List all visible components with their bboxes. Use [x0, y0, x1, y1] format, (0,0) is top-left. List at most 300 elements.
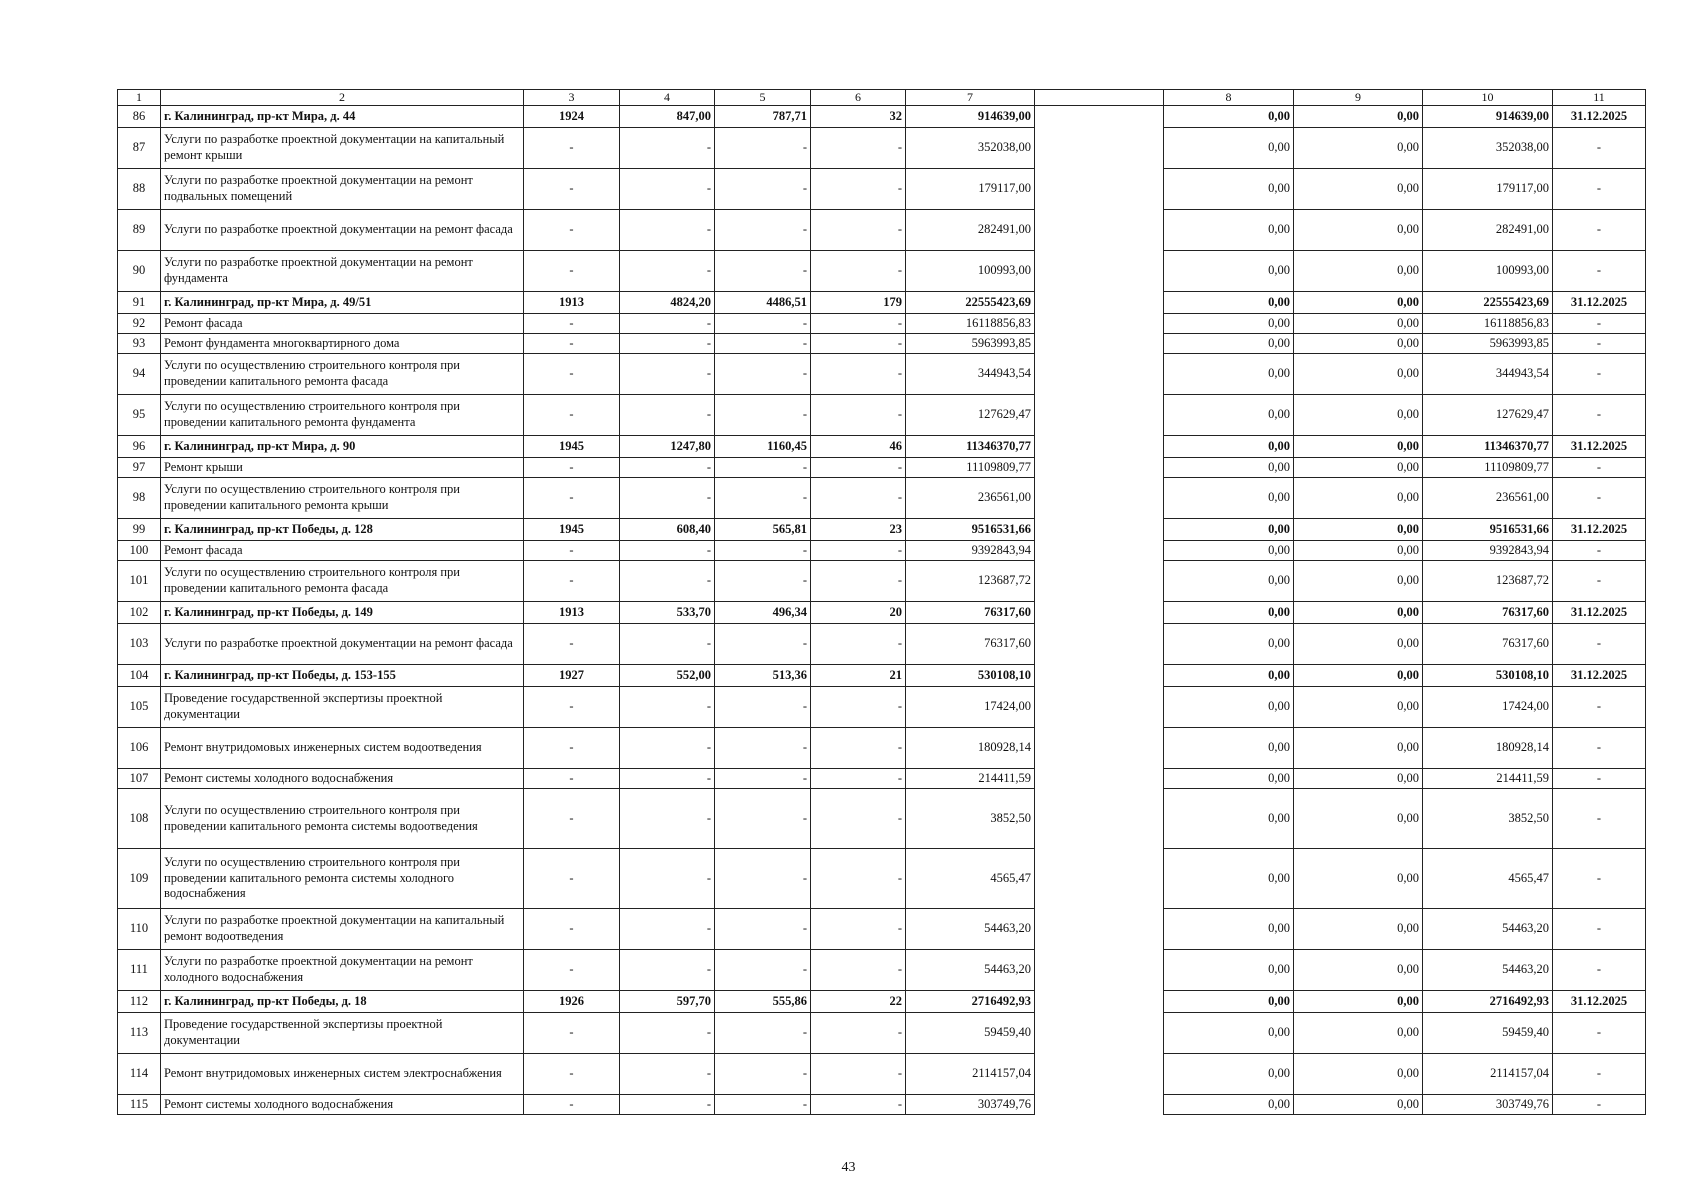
deadline: 31.12.2025 [1553, 292, 1646, 314]
col-header: 3 [524, 90, 620, 106]
cost-total: 59459,40 [906, 1013, 1035, 1054]
funds-a: 0,00 [1164, 602, 1294, 624]
funds-a: 0,00 [1164, 210, 1294, 251]
area-total: - [620, 1054, 715, 1095]
row-number: 92 [118, 314, 161, 334]
area-total: 847,00 [620, 106, 715, 128]
funds-a: 0,00 [1164, 169, 1294, 210]
funds-b: 0,00 [1294, 665, 1423, 687]
area-living: - [715, 210, 811, 251]
deadline: 31.12.2025 [1553, 519, 1646, 541]
year-built: - [524, 687, 620, 728]
funds-c: 4565,47 [1423, 849, 1553, 909]
blank-cell [1035, 519, 1164, 541]
blank-cell [1035, 624, 1164, 665]
blank-cell [1035, 395, 1164, 436]
row-number: 99 [118, 519, 161, 541]
row-number: 95 [118, 395, 161, 436]
deadline: - [1553, 1054, 1646, 1095]
col-header: 2 [161, 90, 524, 106]
blank-cell [1035, 458, 1164, 478]
description: Услуги по разработке проектной документации на ремонт холодного водоснабжения [161, 950, 524, 991]
address-row [118, 519, 1646, 541]
area-living: 4486,51 [715, 292, 811, 314]
blank-cell [1035, 769, 1164, 789]
area-living: 513,36 [715, 665, 811, 687]
deadline: - [1553, 1095, 1646, 1115]
area-total: - [620, 169, 715, 210]
area-total: - [620, 128, 715, 169]
year-built: - [524, 909, 620, 950]
row-number: 96 [118, 436, 161, 458]
blank-cell [1035, 728, 1164, 769]
register-table [117, 89, 1646, 1115]
funds-a: 0,00 [1164, 687, 1294, 728]
area-total: - [620, 334, 715, 354]
funds-b: 0,00 [1294, 991, 1423, 1013]
funds-a: 0,00 [1164, 1095, 1294, 1115]
area-living: - [715, 687, 811, 728]
row-number: 100 [118, 541, 161, 561]
col-header: 4 [620, 90, 715, 106]
residents: - [811, 1013, 906, 1054]
cost-total: 22555423,69 [906, 292, 1035, 314]
work-item-row [118, 354, 1646, 395]
deadline: - [1553, 849, 1646, 909]
cost-total: 530108,10 [906, 665, 1035, 687]
cost-total: 76317,60 [906, 602, 1035, 624]
address-row [118, 292, 1646, 314]
year-built: - [524, 169, 620, 210]
deadline: - [1553, 624, 1646, 665]
row-number: 90 [118, 251, 161, 292]
funds-a: 0,00 [1164, 789, 1294, 849]
funds-a: 0,00 [1164, 950, 1294, 991]
area-total: - [620, 909, 715, 950]
cost-total: 11109809,77 [906, 458, 1035, 478]
area-total: - [620, 769, 715, 789]
deadline: - [1553, 728, 1646, 769]
deadline: - [1553, 314, 1646, 334]
description: г. Калининград, пр-кт Победы, д. 149 [161, 602, 524, 624]
blank-cell [1035, 1013, 1164, 1054]
cost-total: 303749,76 [906, 1095, 1035, 1115]
area-living: - [715, 728, 811, 769]
description: Проведение государственной экспертизы проектной документации [161, 687, 524, 728]
funds-b: 0,00 [1294, 541, 1423, 561]
description: Услуги по разработке проектной документации на ремонт фасада [161, 210, 524, 251]
area-total: - [620, 478, 715, 519]
residents: 46 [811, 436, 906, 458]
cost-total: 123687,72 [906, 561, 1035, 602]
funds-b: 0,00 [1294, 458, 1423, 478]
blank-cell [1035, 292, 1164, 314]
description: Ремонт фундамента многоквартирного дома [161, 334, 524, 354]
work-item-row [118, 458, 1646, 478]
residents: - [811, 128, 906, 169]
residents: - [811, 210, 906, 251]
area-total: 1247,80 [620, 436, 715, 458]
blank-cell [1035, 849, 1164, 909]
area-total: - [620, 458, 715, 478]
row-number: 107 [118, 769, 161, 789]
year-built: 1913 [524, 602, 620, 624]
work-item-row [118, 909, 1646, 950]
row-number: 86 [118, 106, 161, 128]
area-living: - [715, 128, 811, 169]
col-header: 10 [1423, 90, 1553, 106]
funds-c: 11346370,77 [1423, 436, 1553, 458]
blank-cell [1035, 602, 1164, 624]
funds-c: 9392843,94 [1423, 541, 1553, 561]
blank-cell [1035, 561, 1164, 602]
funds-c: 2716492,93 [1423, 991, 1553, 1013]
row-number: 106 [118, 728, 161, 769]
row-number: 111 [118, 950, 161, 991]
funds-c: 179117,00 [1423, 169, 1553, 210]
cost-total: 2114157,04 [906, 1054, 1035, 1095]
funds-b: 0,00 [1294, 436, 1423, 458]
area-living: - [715, 169, 811, 210]
blank-cell [1035, 478, 1164, 519]
work-item-row [118, 561, 1646, 602]
description: Услуги по разработке проектной документации на ремонт фундамента [161, 251, 524, 292]
row-number: 93 [118, 334, 161, 354]
residents: - [811, 624, 906, 665]
work-item-row [118, 169, 1646, 210]
funds-a: 0,00 [1164, 314, 1294, 334]
funds-a: 0,00 [1164, 665, 1294, 687]
deadline: - [1553, 334, 1646, 354]
work-item-row [118, 950, 1646, 991]
address-row [118, 602, 1646, 624]
funds-b: 0,00 [1294, 395, 1423, 436]
col-header: 5 [715, 90, 811, 106]
funds-c: 180928,14 [1423, 728, 1553, 769]
funds-c: 22555423,69 [1423, 292, 1553, 314]
area-living: - [715, 769, 811, 789]
funds-b: 0,00 [1294, 789, 1423, 849]
description: Услуги по осуществлению строительного контроля при проведении капитального ремонта фасада [161, 354, 524, 395]
area-living: 496,34 [715, 602, 811, 624]
funds-c: 530108,10 [1423, 665, 1553, 687]
work-item-row [118, 789, 1646, 849]
row-number: 101 [118, 561, 161, 602]
funds-a: 0,00 [1164, 541, 1294, 561]
area-total: 533,70 [620, 602, 715, 624]
description: Ремонт системы холодного водоснабжения [161, 769, 524, 789]
deadline: 31.12.2025 [1553, 991, 1646, 1013]
deadline: - [1553, 950, 1646, 991]
address-row [118, 436, 1646, 458]
funds-c: 127629,47 [1423, 395, 1553, 436]
residents: - [811, 395, 906, 436]
cost-total: 2716492,93 [906, 991, 1035, 1013]
cost-total: 54463,20 [906, 950, 1035, 991]
funds-a: 0,00 [1164, 991, 1294, 1013]
year-built: 1913 [524, 292, 620, 314]
work-item-row [118, 687, 1646, 728]
funds-c: 123687,72 [1423, 561, 1553, 602]
area-living: - [715, 314, 811, 334]
funds-a: 0,00 [1164, 128, 1294, 169]
funds-c: 76317,60 [1423, 624, 1553, 665]
year-built: 1945 [524, 436, 620, 458]
funds-b: 0,00 [1294, 314, 1423, 334]
funds-c: 59459,40 [1423, 1013, 1553, 1054]
cost-total: 16118856,83 [906, 314, 1035, 334]
description: г. Калининград, пр-кт Победы, д. 153-155 [161, 665, 524, 687]
row-number: 102 [118, 602, 161, 624]
deadline: - [1553, 395, 1646, 436]
year-built: - [524, 354, 620, 395]
description: Ремонт внутридомовых инженерных систем водоотведения [161, 728, 524, 769]
blank-cell [1035, 950, 1164, 991]
area-living: 555,86 [715, 991, 811, 1013]
deadline: - [1553, 169, 1646, 210]
area-living: - [715, 1095, 811, 1115]
area-living: - [715, 478, 811, 519]
area-total: - [620, 251, 715, 292]
funds-c: 236561,00 [1423, 478, 1553, 519]
funds-b: 0,00 [1294, 769, 1423, 789]
year-built: - [524, 849, 620, 909]
funds-b: 0,00 [1294, 561, 1423, 602]
deadline: - [1553, 769, 1646, 789]
area-total: - [620, 1095, 715, 1115]
cost-total: 54463,20 [906, 909, 1035, 950]
residents: - [811, 687, 906, 728]
work-item-row [118, 1013, 1646, 1054]
funds-c: 3852,50 [1423, 789, 1553, 849]
funds-b: 0,00 [1294, 602, 1423, 624]
funds-b: 0,00 [1294, 728, 1423, 769]
description: Услуги по осуществлению строительного контроля при проведении капитального ремонта крыши [161, 478, 524, 519]
residents: - [811, 314, 906, 334]
work-item-row [118, 314, 1646, 334]
area-total: - [620, 395, 715, 436]
area-living: 787,71 [715, 106, 811, 128]
cost-total: 344943,54 [906, 354, 1035, 395]
funds-c: 16118856,83 [1423, 314, 1553, 334]
description: Ремонт крыши [161, 458, 524, 478]
col-header: 11 [1553, 90, 1646, 106]
year-built: - [524, 210, 620, 251]
deadline: - [1553, 909, 1646, 950]
funds-c: 9516531,66 [1423, 519, 1553, 541]
residents: 21 [811, 665, 906, 687]
area-total: - [620, 789, 715, 849]
year-built: 1926 [524, 991, 620, 1013]
year-built: - [524, 789, 620, 849]
funds-c: 100993,00 [1423, 251, 1553, 292]
residents: - [811, 789, 906, 849]
funds-a: 0,00 [1164, 1013, 1294, 1054]
work-item-row [118, 1095, 1646, 1115]
description: Проведение государственной экспертизы проектной документации [161, 1013, 524, 1054]
deadline: - [1553, 541, 1646, 561]
funds-a: 0,00 [1164, 1054, 1294, 1095]
funds-c: 5963993,85 [1423, 334, 1553, 354]
funds-a: 0,00 [1164, 519, 1294, 541]
deadline: - [1553, 789, 1646, 849]
row-number: 91 [118, 292, 161, 314]
year-built: - [524, 334, 620, 354]
area-living: - [715, 1013, 811, 1054]
row-number: 89 [118, 210, 161, 251]
area-total: - [620, 687, 715, 728]
description: г. Калининград, пр-кт Мира, д. 90 [161, 436, 524, 458]
row-number: 114 [118, 1054, 161, 1095]
work-item-row [118, 769, 1646, 789]
description: г. Калининград, пр-кт Мира, д. 49/51 [161, 292, 524, 314]
area-living: - [715, 251, 811, 292]
deadline: - [1553, 561, 1646, 602]
funds-a: 0,00 [1164, 561, 1294, 602]
row-number: 98 [118, 478, 161, 519]
residents: - [811, 251, 906, 292]
funds-b: 0,00 [1294, 624, 1423, 665]
work-item-row [118, 1054, 1646, 1095]
funds-b: 0,00 [1294, 128, 1423, 169]
blank-cell [1035, 128, 1164, 169]
blank-cell [1035, 991, 1164, 1013]
area-total: - [620, 849, 715, 909]
col-header [1035, 90, 1164, 106]
residents: - [811, 561, 906, 602]
area-living: - [715, 789, 811, 849]
year-built: - [524, 1013, 620, 1054]
description: г. Калининград, пр-кт Победы, д. 18 [161, 991, 524, 1013]
area-total: 552,00 [620, 665, 715, 687]
work-item-row [118, 128, 1646, 169]
row-number: 109 [118, 849, 161, 909]
area-total: - [620, 314, 715, 334]
residents: - [811, 909, 906, 950]
area-total: - [620, 210, 715, 251]
row-number: 115 [118, 1095, 161, 1115]
year-built: - [524, 251, 620, 292]
residents: - [811, 541, 906, 561]
funds-c: 282491,00 [1423, 210, 1553, 251]
funds-c: 352038,00 [1423, 128, 1553, 169]
description: Услуги по осуществлению строительного контроля при проведении капитального ремонта системы холодного водоснабжения [161, 849, 524, 909]
description: г. Калининград, пр-кт Мира, д. 44 [161, 106, 524, 128]
deadline: - [1553, 210, 1646, 251]
blank-cell [1035, 436, 1164, 458]
funds-c: 11109809,77 [1423, 458, 1553, 478]
deadline: - [1553, 687, 1646, 728]
area-total: - [620, 541, 715, 561]
funds-a: 0,00 [1164, 769, 1294, 789]
funds-b: 0,00 [1294, 519, 1423, 541]
area-total: 4824,20 [620, 292, 715, 314]
work-item-row [118, 541, 1646, 561]
year-built: 1945 [524, 519, 620, 541]
year-built: - [524, 541, 620, 561]
cost-total: 179117,00 [906, 169, 1035, 210]
funds-a: 0,00 [1164, 292, 1294, 314]
cost-total: 9516531,66 [906, 519, 1035, 541]
year-built: 1927 [524, 665, 620, 687]
row-number: 113 [118, 1013, 161, 1054]
row-number: 105 [118, 687, 161, 728]
year-built: - [524, 128, 620, 169]
cost-total: 282491,00 [906, 210, 1035, 251]
page-number: 43 [841, 1160, 856, 1175]
description: Ремонт фасада [161, 541, 524, 561]
year-built: - [524, 624, 620, 665]
blank-cell [1035, 251, 1164, 292]
funds-a: 0,00 [1164, 395, 1294, 436]
funds-c: 914639,00 [1423, 106, 1553, 128]
address-row [118, 665, 1646, 687]
row-number: 87 [118, 128, 161, 169]
funds-a: 0,00 [1164, 106, 1294, 128]
row-number: 97 [118, 458, 161, 478]
deadline: - [1553, 478, 1646, 519]
description: Услуги по осуществлению строительного контроля при проведении капитального ремонта фундамента [161, 395, 524, 436]
funds-c: 2114157,04 [1423, 1054, 1553, 1095]
residents: - [811, 728, 906, 769]
table-body [118, 106, 1646, 1115]
funds-b: 0,00 [1294, 334, 1423, 354]
area-total: - [620, 354, 715, 395]
description: Ремонт системы холодного водоснабжения [161, 1095, 524, 1115]
funds-a: 0,00 [1164, 354, 1294, 395]
year-built: - [524, 950, 620, 991]
area-total: 608,40 [620, 519, 715, 541]
funds-a: 0,00 [1164, 334, 1294, 354]
funds-a: 0,00 [1164, 478, 1294, 519]
work-item-row [118, 210, 1646, 251]
area-total: - [620, 728, 715, 769]
col-header: 7 [906, 90, 1035, 106]
blank-cell [1035, 909, 1164, 950]
blank-cell [1035, 687, 1164, 728]
cost-total: 17424,00 [906, 687, 1035, 728]
area-total: - [620, 561, 715, 602]
cost-total: 9392843,94 [906, 541, 1035, 561]
residents: - [811, 334, 906, 354]
description: Услуги по разработке проектной документации на капитальный ремонт водоотведения [161, 909, 524, 950]
area-living: - [715, 624, 811, 665]
deadline: 31.12.2025 [1553, 436, 1646, 458]
column-number-row [118, 90, 1646, 106]
deadline: - [1553, 354, 1646, 395]
blank-cell [1035, 334, 1164, 354]
funds-b: 0,00 [1294, 251, 1423, 292]
row-number: 104 [118, 665, 161, 687]
funds-b: 0,00 [1294, 950, 1423, 991]
funds-c: 303749,76 [1423, 1095, 1553, 1115]
cost-total: 214411,59 [906, 769, 1035, 789]
area-total: - [620, 624, 715, 665]
residents: 23 [811, 519, 906, 541]
deadline: 31.12.2025 [1553, 106, 1646, 128]
area-living: - [715, 334, 811, 354]
funds-b: 0,00 [1294, 354, 1423, 395]
deadline: - [1553, 251, 1646, 292]
funds-c: 54463,20 [1423, 950, 1553, 991]
blank-cell [1035, 169, 1164, 210]
deadline: - [1553, 458, 1646, 478]
deadline: 31.12.2025 [1553, 602, 1646, 624]
year-built: - [524, 314, 620, 334]
work-item-row [118, 395, 1646, 436]
blank-cell [1035, 210, 1164, 251]
row-number: 108 [118, 789, 161, 849]
